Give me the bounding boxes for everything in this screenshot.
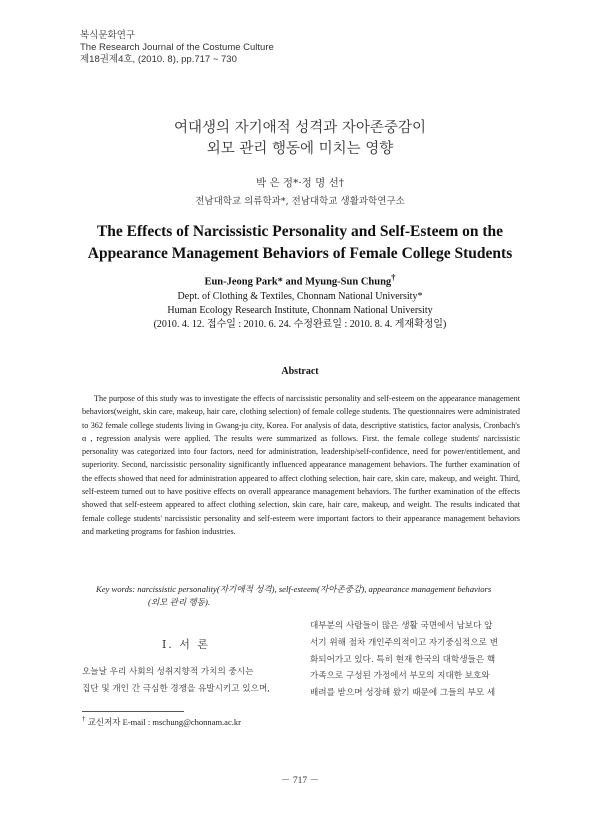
body-right-column — [310, 618, 525, 702]
body-line: 서기 위해 점차 개인주의적이고 자기중심적으로 변 — [310, 637, 498, 648]
body-left-column — [82, 664, 297, 698]
english-author-names: Eun-Jeong Park* and Myung-Sun Chung — [204, 276, 392, 288]
body-line: 대부분의 사람들이 많은 생활 국면에서 남보다 앞 — [310, 621, 493, 631]
english-title — [0, 221, 600, 265]
footnote — [82, 715, 241, 728]
abstract-heading: Abstract — [281, 366, 319, 377]
keywords — [96, 583, 526, 609]
korean-authors: 박 은 정*·정 명 선† — [255, 177, 345, 189]
korean-title-line1: 여대생의 자기애적 성격과 자아존중감이 — [174, 120, 426, 136]
korean-affiliation: 전남대학교 의류학과*, 전남대학교 생활과학연구소 — [195, 196, 405, 207]
journal-name-ko: 복식문화연구 — [80, 30, 136, 41]
english-affiliation — [0, 290, 600, 332]
body-line: 가족으로 구성된 가정에서 부모의 지대한 보호와 — [310, 671, 490, 682]
body-line: 오늘날 우리 사회의 성취지향적 가치의 중시는 — [82, 667, 254, 677]
corresponding-author-mark: † — [391, 272, 396, 282]
footnote-mark: † — [82, 715, 86, 723]
keywords-line1: Key words: narcissistic personality(자기애적 성격), self-esteem(자아존중감), appearance management behaviors — [96, 584, 492, 594]
abstract-body — [82, 392, 520, 538]
affiliation-line2: Human Ecology Research Institute, Chonnam National University — [167, 305, 433, 316]
body-line: 배려를 받으며 성장해 왔기 때문에 그들의 부모 세 — [310, 688, 496, 699]
journal-header — [80, 30, 274, 66]
affiliation-line1: Dept. of Clothing & Textiles, Chonnam National University* — [177, 291, 423, 302]
section-heading-introduction: I. 서 론 — [161, 638, 211, 651]
english-title-line1: The Effects of Narcissistic Personality and Self-Esteem on the — [96, 223, 504, 240]
korean-title-line2: 외모 관리 행동에 미치는 영향 — [206, 141, 394, 157]
keywords-line2: (외모 관리 행동). — [148, 597, 210, 607]
journal-name-en: The Research Journal of the Costume Culture — [80, 42, 274, 53]
english-authors — [0, 272, 600, 288]
korean-title — [0, 118, 600, 160]
body-line: 집단 및 개인 간 극심한 경쟁을 유발시키고 있으며, — [82, 683, 270, 694]
abstract-paragraph: The purpose of this study was to investigate the effects of narcissistic personality and self-esteem on the appearance management behaviors(weight, skin care, makeup, hair care, clothing selection) of female college students. The questionnaires were administrated to 362 female college students living in Gwang-ju city, Korea. For analysis of data, descriptive statistics, factor analysis, Cronbach's α , regression analysis were applied. The results were summarized as follows. First. the female college students' narcissistic personality was categorized into four factors, need for administration, leadership/self-confidence, need for power/entitlement, and superiority. Second, narcissistic personality significantly influenced appearance management behaviors. The further examination of the effects showed that need for administration appeared to affect clothing selection, hair care, skin care, makeup, and weight. Third, self-esteem turned out to have positive effects on overall appearance management behaviors. The further examination of the effects showed that self-esteem appeared to affect clothing selection, skin care, hair care, makeup, and weight. The results indicated that female college students' narcissistic personality and self-esteem were important factors to their appearance management behaviors and marketing programs for fashion industries. — [82, 394, 520, 536]
footnote-divider — [82, 711, 184, 712]
body-line: 화되어가고 있다. 특히 현재 한국의 대학생들은 핵 — [310, 654, 496, 665]
english-title-line2: Appearance Management Behaviors of Female College Students — [87, 245, 513, 262]
submission-dates: (2010. 4. 12. 접수일 : 2010. 6. 24. 수정완료일 : 2010. 8. 4. 게재확정일) — [153, 319, 447, 330]
page-number: － 717 － — [280, 776, 319, 786]
journal-citation: 제18권제4호, (2010. 8), pp.717 ~ 730 — [80, 54, 237, 65]
footnote-text: 교신저자 E-mail : mschung@chonnam.ac.kr — [85, 716, 241, 727]
